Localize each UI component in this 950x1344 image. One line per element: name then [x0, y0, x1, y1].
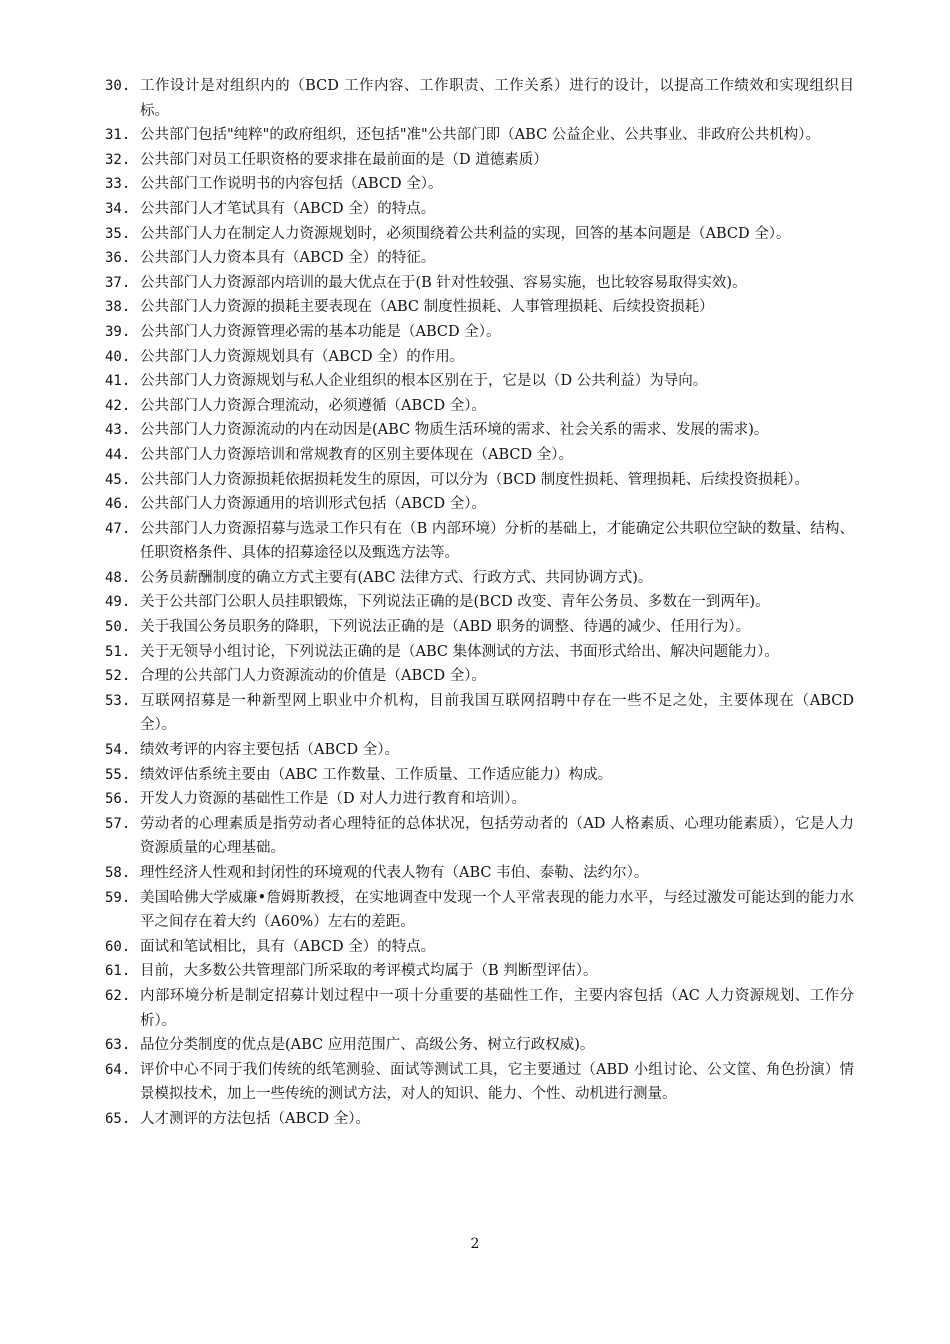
item-text: 面试和笔试相比，具有（ABCD 全）的特点。	[140, 938, 436, 955]
item-text: 公共部门人力资源部内培训的最大优点在于(B 针对性较强、容易实施，也比较容易取得实效)。	[140, 274, 747, 291]
item-number: 31.	[105, 127, 131, 144]
list-item	[0, 468, 950, 493]
list-item	[0, 320, 950, 345]
item-number: 46.	[105, 496, 131, 513]
item-text: 公共部门人力资源规划与私人企业组织的根本区别在于，它是以（D 公共利益）为导向。	[140, 373, 708, 390]
item-text: 公共部门人力资源培训和常规教育的区别主要体现在（ABCD 全）。	[140, 446, 573, 463]
list-item	[0, 640, 950, 665]
item-number: 43.	[105, 422, 131, 439]
question-list	[0, 74, 950, 1132]
list-item	[0, 861, 950, 886]
list-item	[0, 664, 950, 689]
item-text: 关于公共部门公职人员挂职锻炼，下列说法正确的是(BCD 改变、青年公务员、多数在一到两年)。	[140, 594, 770, 611]
list-item	[0, 959, 950, 984]
item-number: 32.	[105, 151, 131, 168]
item-number: 35.	[105, 225, 131, 242]
item-text: 劳动者的心理素质是指劳动者心理特征的总体状况，包括劳动者的（AD 人格素质、心理功能素质），它是人力资源质量的心理基础。	[140, 815, 854, 857]
item-number: 37.	[105, 274, 131, 291]
item-text: 合理的公共部门人力资源流动的价值是（ABCD 全）。	[140, 668, 486, 685]
item-text: 目前，大多数公共管理部门所采取的考评模式均属于（B 判断型评估）。	[140, 963, 598, 980]
item-text: 绩效考评的内容主要包括（ABCD 全）。	[140, 742, 399, 759]
item-text: 公共部门人力资源通用的培训形式包括（ABCD 全）。	[140, 496, 486, 513]
item-number: 60.	[105, 938, 131, 955]
item-number: 64.	[105, 1061, 131, 1078]
list-item	[0, 1033, 950, 1058]
item-number: 63.	[105, 1037, 131, 1054]
list-item	[0, 197, 950, 222]
item-text: 内部环境分析是制定招募计划过程中一项十分重要的基础性工作，主要内容包括（AC 人力资源规划、工作分析）。	[140, 987, 854, 1029]
item-text: 公共部门人力资源流动的内在动因是(ABC 物质生活环境的需求、社会关系的需求、发展的需求)。	[140, 422, 769, 439]
item-text: 工作设计是对组织内的（BCD 工作内容、工作职责、工作关系）进行的设计，以提高工作绩效和实现组织目标。	[140, 78, 854, 119]
item-number: 48.	[105, 569, 131, 586]
item-number: 30.	[105, 78, 131, 94]
list-item	[0, 984, 950, 1033]
list-item	[0, 886, 950, 935]
list-item	[0, 394, 950, 419]
item-number: 47.	[105, 520, 131, 537]
item-text: 公共部门人力资源管理必需的基本功能是（ABCD 全）。	[140, 323, 501, 340]
item-text: 公共部门人力资源损耗依据损耗发生的原因，可以分为（BCD 制度性损耗、管理损耗、后续投资损耗）。	[140, 471, 809, 488]
item-text: 人才测评的方法包括（ABCD 全）。	[140, 1110, 370, 1127]
list-item	[0, 1058, 950, 1107]
item-number: 61.	[105, 963, 131, 980]
item-number: 53.	[105, 692, 131, 709]
item-text: 公共部门对员工任职资格的要求排在最前面的是（D 道德素质）	[140, 151, 548, 168]
list-item	[0, 935, 950, 960]
item-number: 62.	[105, 987, 131, 1004]
item-text: 绩效评估系统主要由（ABC 工作数量、工作质量、工作适应能力）构成。	[140, 766, 613, 783]
item-text: 公共部门工作说明书的内容包括（ABCD 全）。	[140, 176, 443, 193]
item-text: 公共部门人才笔试具有（ABCD 全）的特点。	[140, 200, 436, 217]
item-number: 45.	[105, 471, 131, 488]
list-item	[0, 271, 950, 296]
item-number: 40.	[105, 348, 131, 365]
item-text: 公共部门人力资源的损耗主要表现在（ABC 制度性损耗、人事管理损耗、后续投资损耗）	[140, 299, 714, 316]
item-number: 58.	[105, 865, 131, 881]
item-number: 42.	[105, 397, 131, 414]
item-text: 公共部门人力资本具有（ABCD 全）的特征。	[140, 250, 436, 267]
list-item	[0, 123, 950, 148]
list-item	[0, 763, 950, 788]
item-text: 评价中心不同于我们传统的纸笔测验、面试等测试工具，它主要通过（ABD 小组讨论、公文筐、角色扮演）情景模拟技术，加上一些传统的测试方法，对人的知识、能力、个性、动机进行测量。	[140, 1061, 854, 1103]
item-text: 公共部门人力在制定人力资源规划时，必须围绕着公共利益的实现，回答的基本问题是（ABCD 全）。	[140, 225, 791, 242]
list-item	[0, 418, 950, 443]
item-text: 品位分类制度的优点是(ABC 应用范围广、高级公务、树立行政权威)。	[140, 1037, 595, 1054]
item-text: 公务员薪酬制度的确立方式主要有(ABC 法律方式、行政方式、共同协调方式)。	[140, 569, 653, 586]
item-number: 54.	[105, 742, 131, 759]
item-text: 关于我国公务员职务的降职，下列说法正确的是（ABD 职务的调整、待遇的减少、任用行为）。	[140, 619, 751, 636]
item-number: 44.	[105, 446, 131, 463]
item-number: 59.	[105, 889, 131, 906]
list-item	[0, 1107, 950, 1132]
item-number: 38.	[105, 299, 131, 316]
item-number: 51.	[105, 643, 131, 660]
list-item	[0, 590, 950, 615]
item-number: 55.	[105, 766, 131, 783]
item-text: 互联网招募是一种新型网上职业中介机构，目前我国互联网招聘中存在一些不足之处，主要体现在（ABCD 全）。	[140, 692, 854, 734]
list-item	[0, 295, 950, 320]
item-text: 公共部门人力资源合理流动，必须遵循（ABCD 全）。	[140, 397, 486, 414]
list-item	[0, 566, 950, 591]
list-item	[0, 74, 950, 123]
item-number: 56.	[105, 791, 131, 808]
list-item	[0, 517, 950, 566]
item-number: 49.	[105, 594, 131, 611]
list-item	[0, 738, 950, 763]
item-text: 公共部门包括"纯粹"的政府组织，还包括"准"公共部门即（ABC 公益企业、公共事业、非政府公共机构）。	[140, 127, 821, 144]
list-item	[0, 689, 950, 738]
item-text: 公共部门人力资源规划具有（ABCD 全）的作用。	[140, 348, 465, 365]
item-number: 39.	[105, 323, 131, 340]
list-item	[0, 222, 950, 247]
item-text: 开发人力资源的基础性工作是（D 对人力进行教育和培训）。	[140, 791, 526, 808]
list-item	[0, 443, 950, 468]
item-number: 33.	[105, 176, 131, 193]
list-item	[0, 172, 950, 197]
item-number: 41.	[105, 373, 131, 390]
item-number: 34.	[105, 200, 131, 217]
list-item	[0, 369, 950, 394]
list-item	[0, 615, 950, 640]
item-text: 公共部门人力资源招募与选录工作只有在（B 内部环境）分析的基础上，才能确定公共职位空缺的数量、结构、任职资格条件、具体的招募途径以及甄选方法等。	[140, 520, 854, 562]
item-text: 理性经济人性观和封闭性的环境观的代表人物有（ABC 韦伯、泰勒、法约尔）。	[140, 865, 649, 881]
list-item	[0, 246, 950, 271]
page-number: 2	[470, 1236, 480, 1252]
list-item	[0, 148, 950, 173]
list-item	[0, 787, 950, 812]
list-item	[0, 345, 950, 370]
item-number: 36.	[105, 250, 131, 267]
item-number: 50.	[105, 619, 131, 636]
item-text: 美国哈佛大学威廉•詹姆斯教授，在实地调查中发现一个人平常表现的能力水平，与经过激发可能达到的能力水平之间存在着大约（A60%）左右的差距。	[140, 889, 854, 931]
item-number: 65.	[105, 1110, 131, 1127]
item-text: 关于无领导小组讨论，下列说法正确的是（ABC 集体测试的方法、书面形式给出、解决问题能力）。	[140, 643, 779, 660]
list-item	[0, 812, 950, 861]
item-number: 52.	[105, 668, 131, 685]
list-item	[0, 492, 950, 517]
item-number: 57.	[105, 815, 131, 832]
